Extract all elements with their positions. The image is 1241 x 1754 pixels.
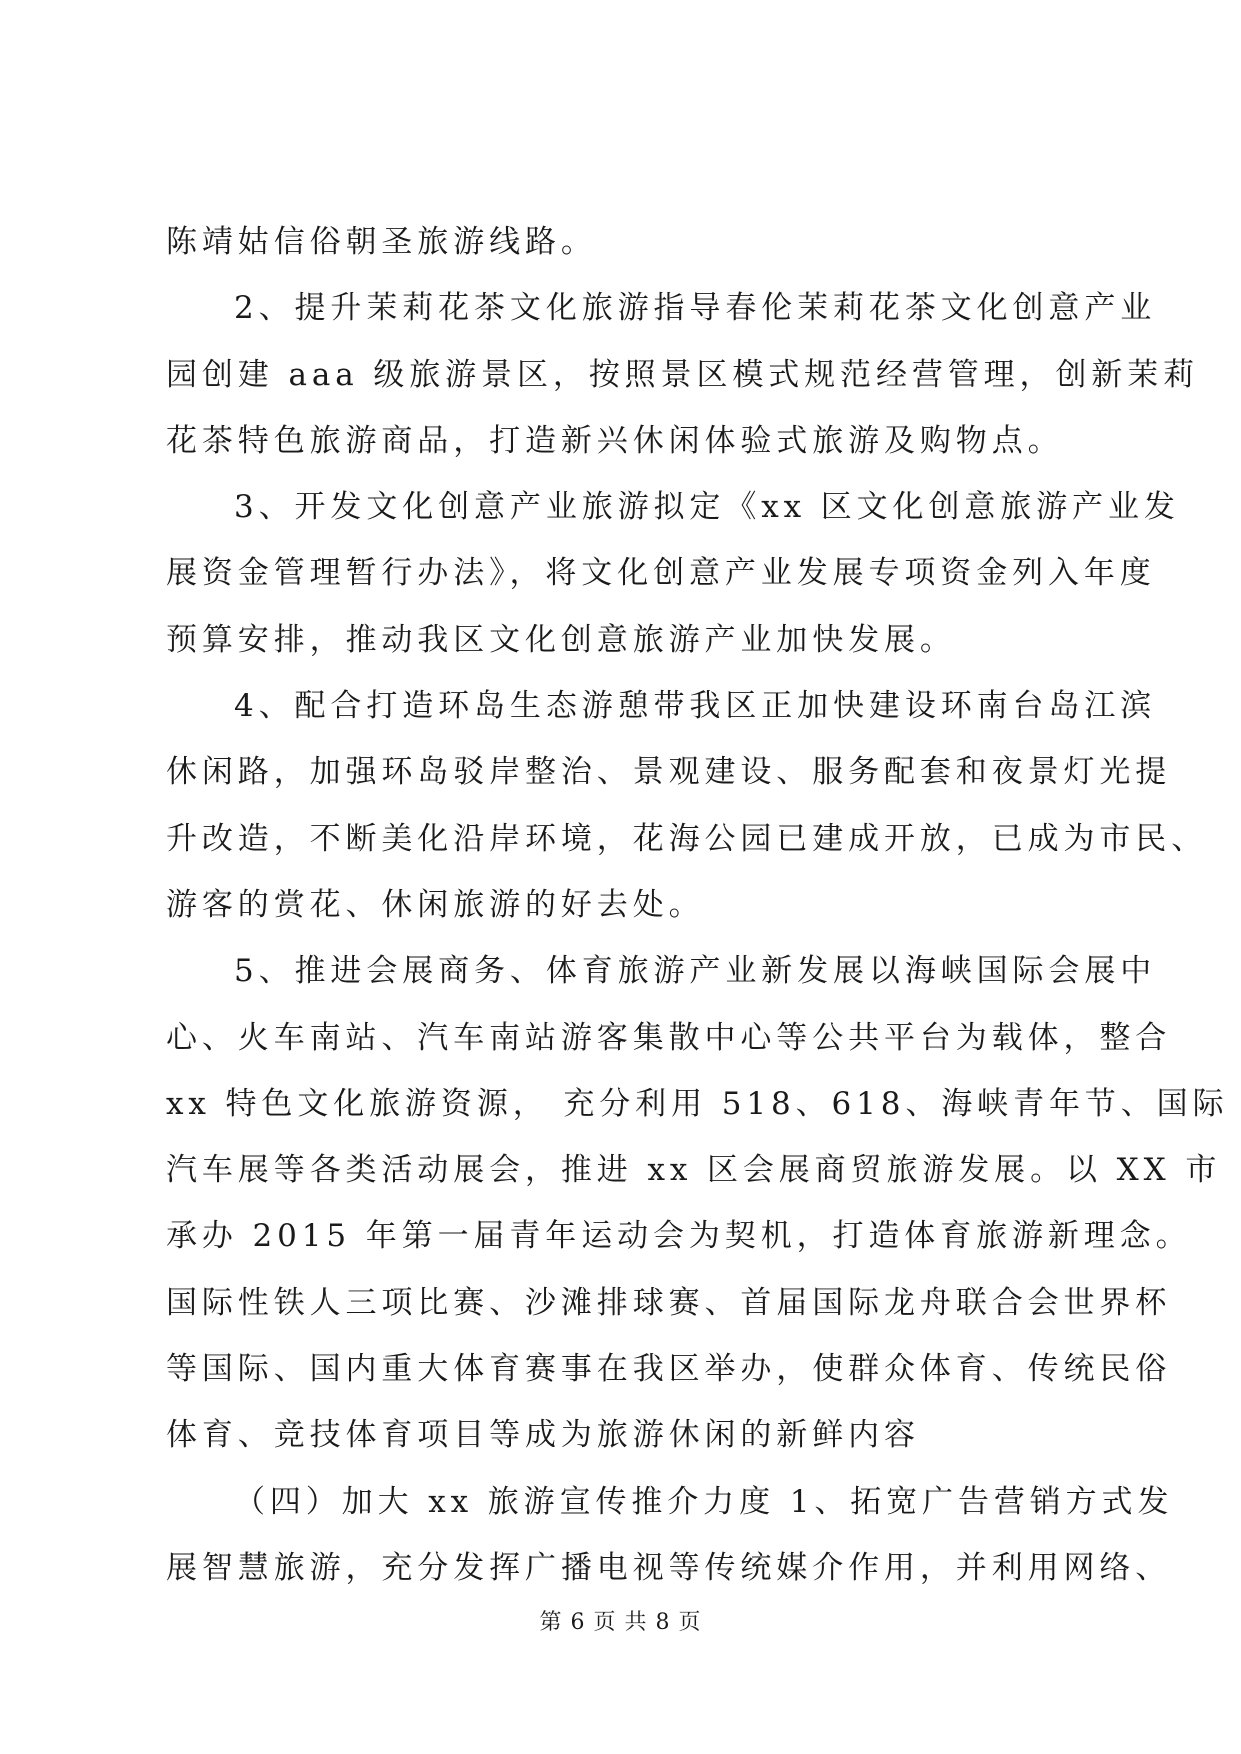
text-line: 展智慧旅游，充分发挥广播电视等传统媒介作用，并利用网络、 (166, 1549, 1172, 1586)
text-line: 等国际、国内重大体育赛事在我区举办，使群众体育、传统民俗 (166, 1351, 1172, 1388)
text-line: 国际性铁人三项比赛、沙滩排球赛、首届国际龙舟联合会世界杯 (166, 1284, 1172, 1321)
text-line: 园创建 aaa 级旅游景区，按照景区模式规范经营管理，创新茉莉 (166, 356, 1200, 393)
text-line: 汽车展等各类活动展会，推进 xx 区会展商贸旅游发展。以 XX 市 (166, 1152, 1222, 1189)
text-line: 展资金管理暂行办法》，将文化创意产业发展专项资金列入年度 (166, 555, 1156, 592)
text-line: 心、火车南站、汽车南站游客集散中心等公共平台为载体，整合 (166, 1019, 1172, 1056)
text-line: 预算安排，推动我区文化创意旅游产业加快发展。 (166, 621, 956, 658)
text-line: xx 特色文化旅游资源， 充分利用 518、618、海峡青年节、国际 (166, 1085, 1229, 1122)
text-line: 花茶特色旅游商品，打造新兴休闲体验式旅游及购物点。 (166, 422, 1064, 459)
text-line: 陈靖姑信俗朝圣旅游线路。 (166, 224, 597, 260)
page-number-footer: 第 6 页 共 8 页 (539, 1610, 702, 1635)
text-line: （四）加大 xx 旅游宣传推介力度 1、拓宽广告营销方式发 (234, 1483, 1174, 1520)
text-line: 休闲路，加强环岛驳岸整治、景观建设、服务配套和夜景灯光提 (166, 754, 1172, 791)
text-line: 承办 2015 年第一届青年运动会为契机，打造体育旅游新理念。 (166, 1218, 1192, 1255)
text-line: 体育、竞技体育项目等成为旅游休闲的新鲜内容 (166, 1417, 920, 1454)
text-line: 游客的赏花、休闲旅游的好去处。 (166, 886, 705, 923)
text-line: 2、提升茉莉花茶文化旅游指导春伦茉莉花茶文化创意产业 (234, 290, 1157, 327)
text-line: 3、开发文化创意产业旅游拟定《xx 区文化创意旅游产业发 (234, 489, 1180, 526)
text-line: 5、推进会展商务、体育旅游产业新发展以海峡国际会展中 (234, 953, 1157, 990)
document-body (166, 224, 1229, 1616)
text-line: 4、配合打造环岛生态游憩带我区正加快建设环南台岛江滨 (234, 688, 1157, 725)
text-line: 升改造，不断美化沿岸环境，花海公园已建成开放，已成为市民、 (166, 820, 1208, 857)
